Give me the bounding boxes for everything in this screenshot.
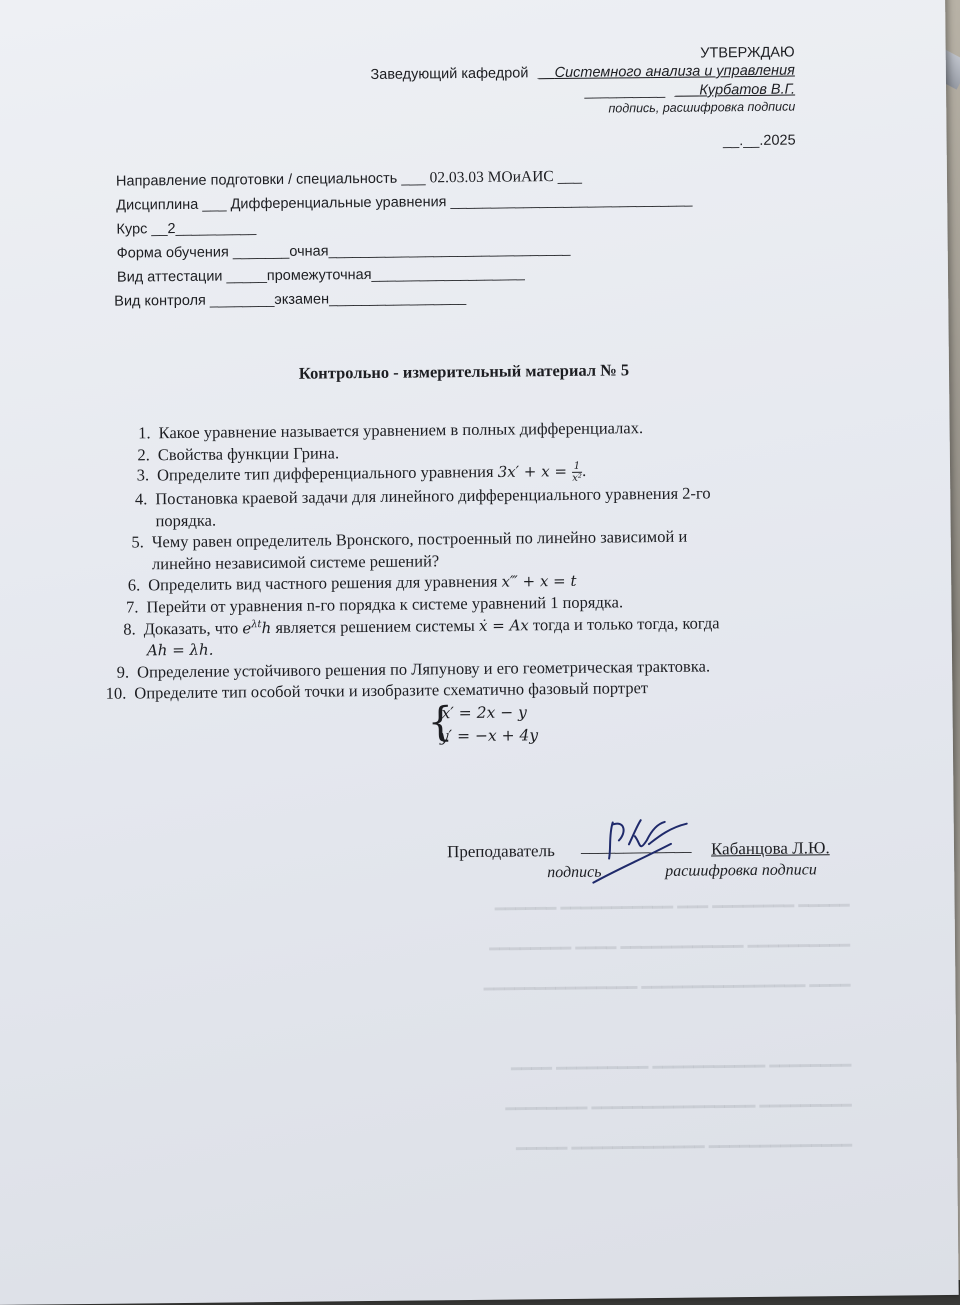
bleed-through-text: ━━━━━ ━━━━━━━━ ━━━ ━━━━━━━━━━━ ━━━━━━ ━━━━━━━━━━ ━━━━━━━━━━━━ ━━━━ ━━━━━━━━ ━━━━ ━━━━━━━━━━━━━━━━ ━━━━━━━━━━━━━━━ ━━━━━━━━ ━━━━━━━━━━━ ━━━━━━━━━ ━━━━ ━━━━━━━━━ ━━━━━━━━━━━━━━━━ ━━━━━━━━ ━━━━━━━━━━━━━━ ━━━━━━━━━━━━━ ━━━━━	[483, 895, 853, 1159]
system-brace: {	[427, 699, 454, 746]
field-discipline: Дисциплина ___ Дифференциальные уравнения ______________________________	[116, 191, 693, 214]
teacher-signature-blank: _____________	[580, 835, 692, 856]
approve-heading: УТВЕРЖДАЮ	[700, 44, 795, 62]
teacher-sign-caption: подпись	[547, 863, 602, 882]
question-5-line-2: линейно независимой системе решений?	[151, 551, 440, 574]
field-direction: Направление подготовки / специальность ___ 02.03.03 МОиАИС ___	[115, 168, 582, 190]
question-6: 6. Определить вид частного решения для уравнения x‴ + x = t	[127, 571, 577, 595]
head-signature-blank: __________	[584, 82, 666, 100]
head-of-department-line	[370, 63, 795, 83]
question-2: 2. Свойства функции Грина.	[137, 443, 340, 465]
system-equation-2: y′ = −x + 4y	[439, 726, 539, 746]
head-name: ___Курбатов В.Г.	[675, 81, 796, 99]
teacher-name: Кабанцова Л.Ю.	[710, 838, 830, 859]
question-9: 9. Определение устойчивого решения по Ляпунову и его геометрическая трактовка.	[116, 656, 711, 682]
question-4-line-2: порядка.	[155, 510, 217, 531]
question-3: 3. Определите тип дифференциального уравнения 3x′ + x = $\frac{1}{\text{x²}}$ .	[136, 460, 587, 485]
teacher-label: Преподаватель	[446, 841, 555, 862]
question-4: 4. Постановка краевой задачи для линейного дифференциального уравнения 2-го	[134, 483, 711, 509]
head-sign-caption: подпись, расшифровка подписи	[608, 99, 796, 116]
field-attestation: Вид аттестации _____промежуточная___________________	[116, 265, 525, 286]
question-8-line-2: Ah = λh.	[146, 640, 214, 660]
department-name: __Системного анализа и управления	[538, 62, 795, 82]
teacher-name-caption: расшифровка подписи	[665, 861, 817, 880]
question-10: 10. Определите тип особой точки и изобразите схематично фазовый портрет	[105, 678, 649, 703]
document-title: Контрольно - измерительный материал № 5	[298, 360, 630, 383]
fraction: $\frac{1}{\text{x²}}$	[572, 460, 582, 484]
field-control: Вид контроля ________экзамен_________________	[114, 289, 467, 310]
exp-lambda: $e^{\lambda t}h$	[242, 619, 272, 638]
field-course: Курс __2__________	[116, 220, 257, 238]
system-equation-1: x′ = 2x − y	[441, 703, 527, 723]
approval-date: __.__.2025	[722, 132, 796, 150]
field-study-form: Форма обучения _______очная______________________________	[116, 240, 571, 262]
handwritten-signature	[585, 814, 696, 895]
question-5: 5. Чему равен определитель Вронского, построенный по линейно зависимой и	[131, 526, 688, 552]
question-1: 1. Какое уравнение называется уравнением в полных дифференциалах.	[138, 418, 644, 443]
head-label: Заведующий кафедрой	[370, 65, 529, 83]
question-7: 7. Перейти от уравнения n-го порядка к системе уравнений 1 порядка.	[125, 592, 624, 617]
head-signature-line	[584, 82, 795, 100]
question-8: 8. Доказать, что $e^{\lambda t}h$ является решением системы ẋ = Ax тогда и только тогда, когда	[123, 613, 720, 639]
